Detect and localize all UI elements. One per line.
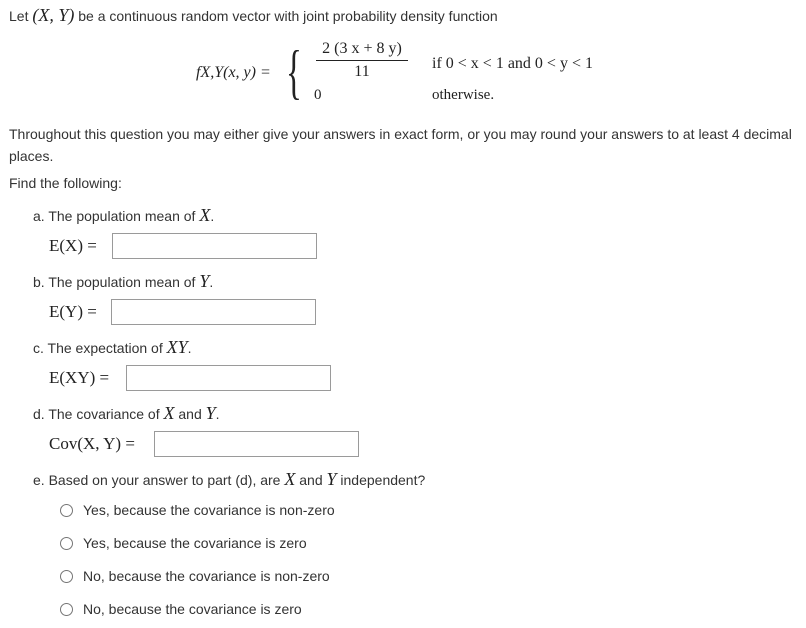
- pdf-formula: [196, 40, 656, 110]
- case1-condition: if 0 < x < 1 and 0 < y < 1: [432, 55, 593, 72]
- formula-lhs: fX,Y(x, y) =: [196, 64, 271, 81]
- radio-button[interactable]: [60, 603, 73, 616]
- case2-condition: otherwise.: [432, 87, 495, 103]
- part-b-answer-label: E(Y) =: [49, 302, 97, 321]
- case1-numerator: 2 (3 x + 8 y): [322, 40, 402, 57]
- option-label: No, because the covariance is zero: [83, 601, 302, 617]
- case2-value: 0: [314, 87, 322, 103]
- case1-denominator: 11: [354, 63, 370, 80]
- radio-button[interactable]: [60, 537, 73, 550]
- part-e-label: e. Based on your answer to part (d), are X and Y independent?: [33, 469, 426, 489]
- option-yes-zero[interactable]: [60, 533, 307, 553]
- left-brace-symbol: {: [286, 39, 302, 105]
- option-yes-nonzero[interactable]: [60, 500, 335, 520]
- part-d-answer-label: Cov(X, Y) =: [49, 434, 135, 453]
- part-c-answer-label: E(XY) =: [49, 368, 110, 387]
- option-label: Yes, because the covariance is non-zero: [83, 502, 335, 518]
- part-c-label: c. The expectation of XY.: [33, 337, 192, 357]
- option-no-nonzero[interactable]: [60, 566, 330, 586]
- intro-vector: (X, Y): [32, 5, 75, 25]
- instructions-text: Throughout this question you may either give your answers in exact form, or you may round your answers to at least 4 decimal places.: [9, 126, 792, 164]
- part-a-answer-label: E(X) =: [49, 236, 97, 255]
- radio-button[interactable]: [60, 570, 73, 583]
- expected-xy-input[interactable]: [126, 365, 331, 391]
- option-label: Yes, because the covariance is zero: [83, 535, 307, 551]
- find-label: Find the following:: [9, 175, 122, 191]
- case1-fraction: [314, 40, 410, 81]
- part-b-label: b. The population mean of Y.: [33, 271, 214, 291]
- part-d-label: d. The covariance of X and Y.: [33, 403, 220, 423]
- option-no-zero[interactable]: [60, 599, 302, 619]
- intro-text: Let (X, Y) be a continuous random vector with joint probability density function: [9, 5, 498, 25]
- radio-button[interactable]: [60, 504, 73, 517]
- expected-x-input[interactable]: [112, 233, 317, 259]
- covariance-input[interactable]: [154, 431, 359, 457]
- part-a-label: a. The population mean of X.: [33, 205, 215, 225]
- option-label: No, because the covariance is non-zero: [83, 568, 330, 584]
- expected-y-input[interactable]: [111, 299, 316, 325]
